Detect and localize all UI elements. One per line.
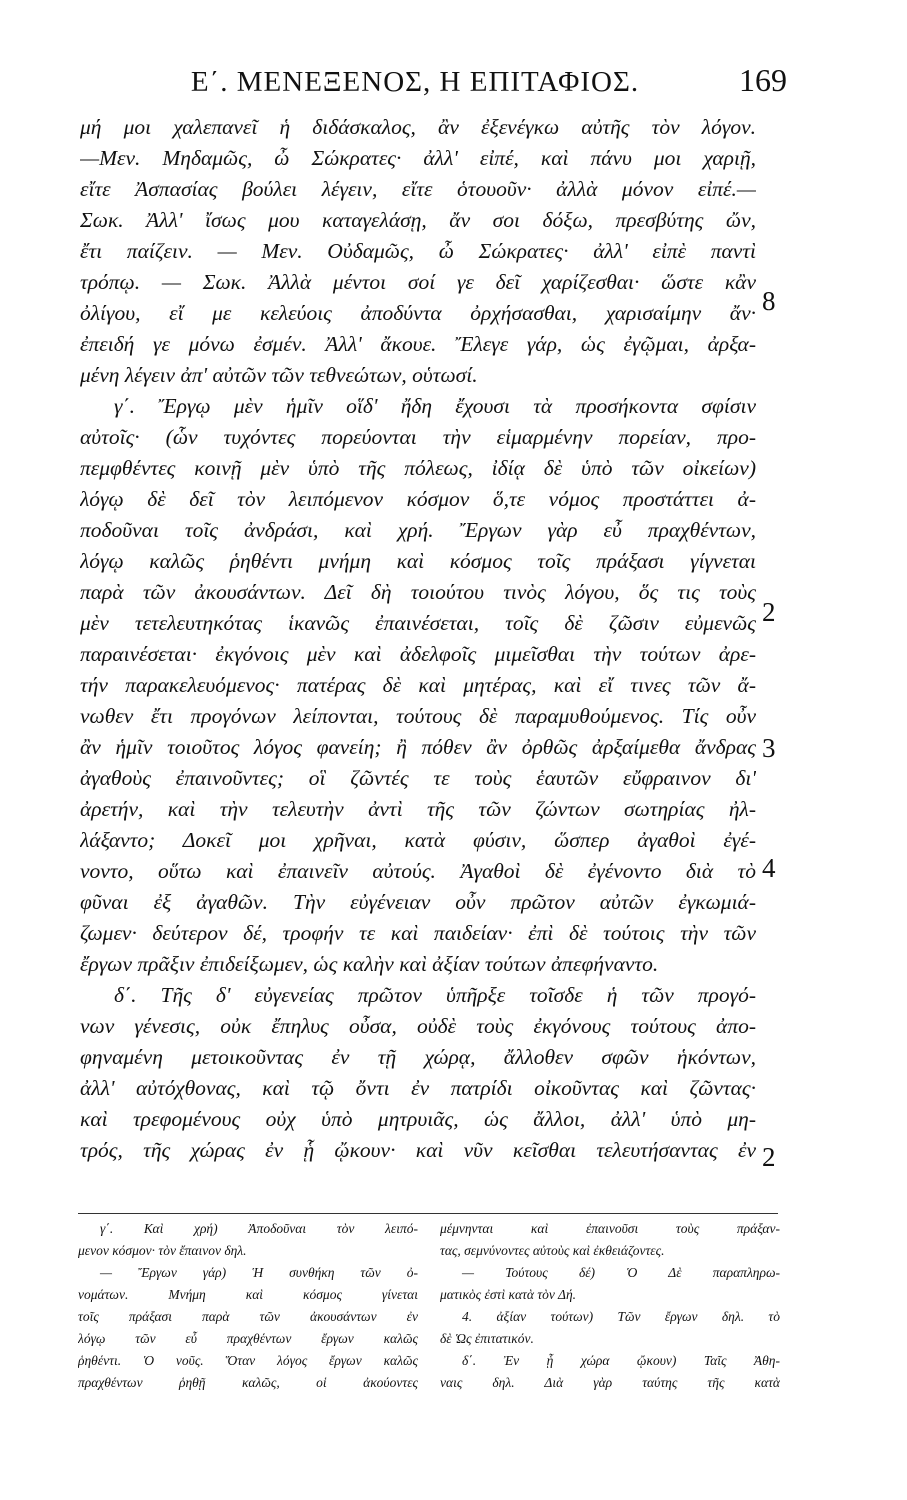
margin-number: 4 [762, 853, 776, 883]
text-line: νων γένεσις, οὐκ ἔπηλυς οὖσα, οὐδὲ τοὺς ἐκγόνους τούτους ἀπο- [80, 1014, 756, 1038]
page-title: Ε΄. ΜΕΝΕΞΕΝΟΣ, Η ΕΠΙΤΑΦΙΟΣ. [190, 66, 640, 98]
footnotes-left-column [78, 1218, 418, 1394]
text-line: δ΄. Τῆς δ' εὐγενείας πρῶτον ὑπῆρξε τοῖσδε ἡ τῶν προγό- [114, 983, 756, 1007]
running-head [0, 62, 907, 102]
text-line: λόγῳ δὲ δεῖ τὸν λειπόμενον κόσμον ὅ,τε νόμος προστάττει ἀ- [80, 487, 756, 511]
footnote-line: ναις δηλ. Διὰ γὰρ ταύτης τῆς κατὰ [440, 1375, 780, 1390]
text-line: —Μεν. Μηδαμῶς, ὦ Σώκρατες· ἀλλ' εἰπέ, καὶ πάνυ μοι χαριῇ, [80, 146, 756, 170]
text-line: παραινέσεται· ἐκγόνοις μὲν καὶ ἀδελφοῖς μιμεῖσθαι τὴν τούτων ἀρε- [80, 642, 756, 666]
footnote-line: ματικὸς ἐστὶ κατὰ τὸν Δή. [440, 1287, 577, 1302]
footnote-line: δ΄. Ἐν ᾗ χώρα ᾤκουν) Ταῖς Ἀθη- [462, 1353, 780, 1368]
footnote-line: ῥηθέντι. Ὁ νοῦς. Ὅταν λόγος ἔργων καλῶς [78, 1353, 418, 1368]
text-line: λάξαντο; Δοκεῖ μοι χρῆναι, κατὰ φύσιν, ὥσπερ ἀγαθοὶ ἐγέ- [80, 828, 756, 852]
text-line: λόγῳ καλῶς ῥηθέντι μνήμη καὶ κόσμος τοῖς πράξασι γίγνεται [80, 549, 756, 573]
footnotes-right-column [440, 1218, 780, 1394]
text-line: φῦναι ἐξ ἀγαθῶν. Τὴν εὐγένειαν οὖν πρῶτον αὐτῶν ἐγκωμιά- [80, 890, 756, 914]
margin-number: 2 [762, 597, 776, 627]
margin-number: 8 [762, 286, 776, 316]
text-line: νωθεν ἔτι προγόνων λείπονται, τούτους δὲ παραμυθούμενος. Τίς οὖν [80, 704, 756, 728]
text-line: ἀρετήν, καὶ τὴν τελευτὴν ἀντὶ τῆς τῶν ζώντων σωτηρίας ἠλ- [80, 797, 756, 821]
text-line: τρός, τῆς χώρας ἐν ᾗ ᾤκουν· καὶ νῦν κεῖσθαι τελευτήσαντας ἐν [80, 1138, 756, 1162]
text-line: παρὰ τῶν ἀκουσάντων. Δεῖ δὴ τοιούτου τινὸς λόγου, ὅς τις τοὺς [80, 580, 756, 604]
footnote-line: — Τούτους δέ) Ὁ Δὲ παραπληρω- [462, 1265, 780, 1280]
text-line: ἀλλ' αὐτόχθονας, καὶ τῷ ὄντι ἐν πατρίδι οἰκοῦντας καὶ ζῶντας· [80, 1076, 756, 1100]
margin-number: 3 [762, 733, 776, 763]
main-text [80, 112, 756, 1166]
text-line: ἔργων πρᾶξιν ἐπιδείξωμεν, ὡς καλὴν καὶ ἀξίαν τούτων ἀπεφήναντο. [80, 952, 659, 976]
footnote-line: μενον κόσμον· τὸν ἔπαινον δηλ. [78, 1243, 247, 1258]
footnote-line: τοῖς πράξασι παρὰ τῶν ἀκουσάντων ἐν [78, 1309, 418, 1324]
footnote-line: τας, σεμνύνοντες αὐτοὺς καὶ ἐκθειάζοντες. [440, 1243, 665, 1258]
text-line: φηναμένη μετοικοῦντας ἐν τῇ χώρᾳ, ἄλλοθεν σφῶν ἡκόντων, [80, 1045, 756, 1069]
footnote-line: μέμνηνται καὶ ἐπαινοῦσι τοὺς πράξαν- [440, 1221, 780, 1236]
footnote-line: πραχθέντων ῥηθῇ καλῶς, οἱ ἀκούοντες [78, 1375, 418, 1390]
text-line: Σωκ. Ἀλλ' ἴσως μου καταγελάσῃ, ἄν σοι δόξω, πρεσβύτης ὤν, [80, 208, 756, 232]
footnote-line: — Ἔργων γάρ) Ἡ συνθήκη τῶν ὀ- [100, 1265, 418, 1280]
text-line: ἐπειδή γε μόνω ἐσμέν. Ἀλλ' ἄκουε. Ἔλεγε γάρ, ὡς ἐγῷμαι, ἀρξα- [80, 332, 756, 356]
footnote-rule [78, 1213, 778, 1214]
text-line: μὲν τετελευτηκότας ἱκανῶς ἐπαινέσεται, τοῖς δὲ ζῶσιν εὐμενῶς [80, 611, 756, 635]
text-line: ἀγαθοὺς ἐπαινοῦντες; οἳ ζῶντές τε τοὺς ἑαυτῶν εὔφραινον δι' [80, 766, 756, 790]
footnote-line: νομάτων. Μνήμη καὶ κόσμος γίνεται [78, 1287, 418, 1302]
text-line: ἔτι παίζειν. — Μεν. Οὐδαμῶς, ὦ Σώκρατες· ἀλλ' εἰπὲ παντὶ [80, 239, 756, 263]
text-line: αὐτοῖς· (ὧν τυχόντες πορεύονται τὴν εἱμαρμένην πορείαν, προ- [80, 425, 756, 449]
text-line: νοντο, οὕτω καὶ ἐπαινεῖν αὐτούς. Ἀγαθοὶ δὲ ἐγένοντο διὰ τὸ [80, 859, 756, 883]
text-line: εἴτε Ἀσπασίας βούλει λέγειν, εἴτε ὁτουοῦν· ἀλλὰ μόνον εἰπέ.— [80, 177, 756, 201]
page-number: 169 [739, 62, 787, 98]
text-line: πεμφθέντες κοινῇ μὲν ὑπὸ τῆς πόλεως, ἰδίᾳ δὲ ὑπὸ τῶν οἰκείων) [80, 456, 756, 480]
text-line: ἂν ἡμῖν τοιοῦτος λόγος φανείη; ἢ πόθεν ἂν ὀρθῶς ἀρξαίμεθα ἄνδρας [80, 735, 756, 759]
margin-number: 2 [762, 1142, 776, 1172]
text-line: τρόπῳ. — Σωκ. Ἀλλὰ μέντοι σοί γε δεῖ χαρίζεσθαι· ὥστε κἂν [80, 270, 756, 294]
text-line: μή μοι χαλεπανεῖ ἡ διδάσκαλος, ἂν ἐξενέγκω αὐτῆς τὸν λόγον. [80, 115, 756, 139]
footnote-line: λόγῳ τῶν εὖ πραχθέντων ἔργων καλῶς [78, 1331, 418, 1346]
text-line: ποδοῦναι τοῖς ἀνδράσι, καὶ χρή. Ἔργων γὰρ εὖ πραχθέντων, [80, 518, 756, 542]
text-line: τήν παρακελευόμενος· πατέρας δὲ καὶ μητέρας, καὶ εἴ τινες τῶν ἄ- [80, 673, 756, 697]
text-line: ὀλίγου, εἴ με κελεύοις ἀποδύντα ὀρχήσασθαι, χαρισαίμην ἄν· [80, 301, 756, 325]
text-line: γ΄. Ἔργῳ μὲν ἡμῖν οἵδ' ἤδη ἔχουσι τὰ προσήκοντα σφίσιν [114, 394, 756, 418]
footnote-line: 4. ἀξίαν τούτων) Τῶν ἔργων δηλ. τὸ [462, 1309, 780, 1324]
text-line: μένη λέγειν ἀπ' αὐτῶν τῶν τεθνεώτων, οὑτωσί. [80, 363, 478, 387]
text-line: καὶ τρεφομένους οὐχ ὑπὸ μητρυιᾶς, ὡς ἄλλοι, ἀλλ' ὑπὸ μη- [80, 1107, 756, 1131]
footnote-line: δὲ Ὡς ἐπιτατικόν. [440, 1331, 534, 1346]
text-line: ζωμεν· δεύτερον δέ, τροφήν τε καὶ παιδείαν· ἐπὶ δὲ τούτοις τὴν τῶν [80, 921, 756, 945]
footnote-line: γ΄. Καὶ χρή) Ἀποδοῦναι τὸν λειπό- [100, 1221, 418, 1236]
